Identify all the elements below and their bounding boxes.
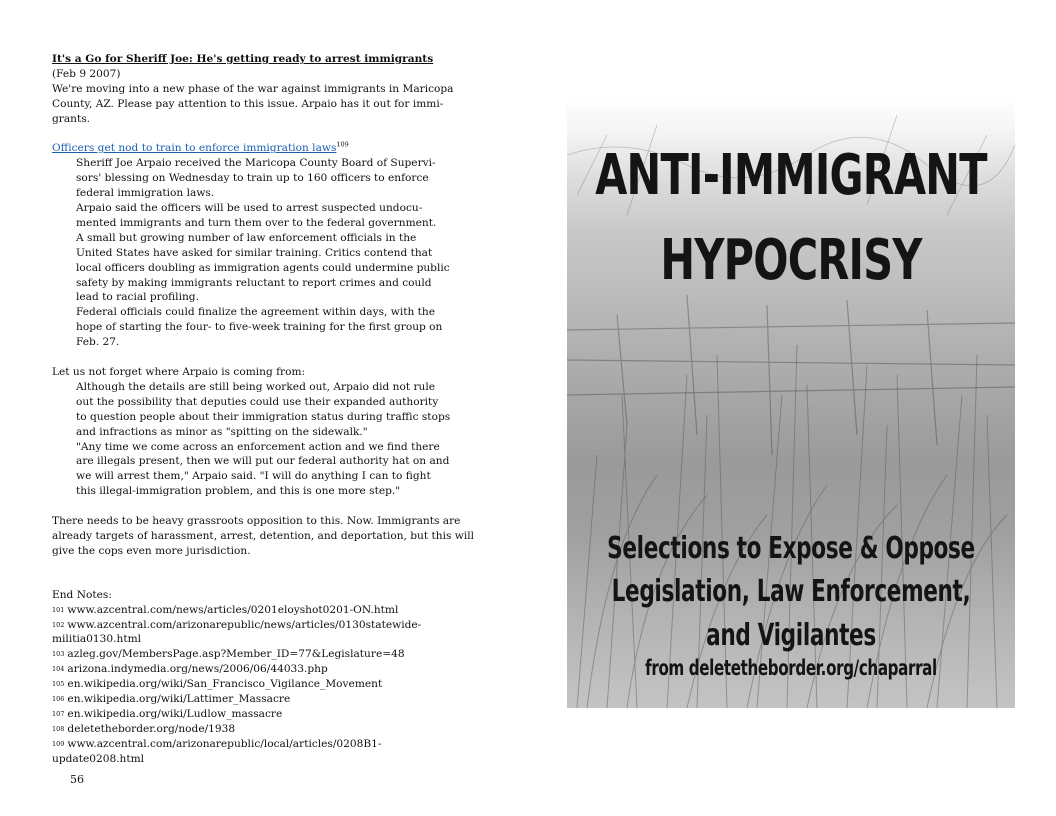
cover-title-line-2: HYPOCRISY [660, 228, 922, 293]
article-date: (Feb 9 2007) [52, 67, 121, 80]
quote-line: Although the details are still being worked out, Arpaio did not rule [76, 380, 436, 393]
quote-line: we will arrest them," Arpaio said. "I will do anything I can to fight [76, 470, 431, 483]
quote-line: Arpaio said the officers will be used to arrest suspected undocu- [76, 202, 423, 215]
quote-line: this illegal-immigration problem, and this is one more step." [76, 485, 401, 498]
closing-line: already targets of harassment, arrest, detention, and deportation, but this will [52, 529, 474, 542]
end-note-continued: update0208.html [52, 752, 145, 765]
end-note: 107 en.wikipedia.org/wiki/Ludlow_massacre [52, 708, 283, 721]
quote-block-2 [52, 380, 482, 499]
intro-line: County, AZ. Please pay attention to this issue. Arpaio has it out for immi- [52, 97, 444, 110]
page-number: 56 [70, 773, 84, 786]
cover-source: from deletetheborder.org/chaparral [645, 656, 937, 680]
cover-title-line-1: ANTI-IMMIGRANT [595, 143, 987, 208]
closing-paragraph [52, 514, 482, 559]
source-article-link[interactable]: Officers get nod to train to enforce immigration laws [52, 142, 337, 155]
left-page [52, 52, 482, 767]
quote-line: lead to racial profiling. [76, 291, 199, 304]
end-notes [52, 588, 482, 767]
end-note: 105 en.wikipedia.org/wiki/San_Francisco_Vigilance_Movement [52, 678, 383, 691]
cover-subtitle-line-1: Selections to Expose & Oppose [607, 531, 975, 566]
end-note: 101 www.azcentral.com/news/articles/0201eloyshot0201-ON.html [52, 603, 399, 616]
quote-line: out the possibility that deputies could use their expanded authority [76, 395, 439, 408]
cover-page [567, 95, 1015, 708]
quote-line: sors' blessing on Wednesday to train up to 160 officers to enforce [76, 172, 429, 185]
cover-subtitle-line-3: and Vigilantes [706, 618, 876, 653]
end-notes-heading: End Notes: [52, 588, 112, 601]
quote-line: A small but growing number of law enforcement officials in the [76, 231, 417, 244]
cover-subtitle-line-2: Legislation, Law Enforcement, [611, 574, 971, 609]
end-note: 106 en.wikipedia.org/wiki/Lattimer_Massacre [52, 693, 291, 706]
quote-line: safety by making immigrants reluctant to report crimes and could [76, 276, 432, 289]
link-footnote-ref: 109 [336, 140, 349, 149]
end-note: 109 www.azcentral.com/arizonarepublic/local/articles/0208B1- [52, 737, 382, 750]
quote-line: Sheriff Joe Arpaio received the Maricopa County Board of Supervi- [76, 157, 436, 170]
end-note: 104 arizona.indymedia.org/news/2006/06/44033.php [52, 663, 328, 676]
quote-line: Feb. 27. [76, 336, 120, 349]
quote-line: "Any time we come across an enforcement action and we find there [76, 440, 440, 453]
end-note: 103 azleg.gov/MembersPage.asp?Member_ID=77&Legislature=48 [52, 648, 405, 661]
quote-line: local officers doubling as immigration agents could undermine public [76, 261, 450, 274]
quote-line: federal immigration laws. [76, 187, 215, 200]
article-title: It's a Go for Sheriff Joe: He's getting ready to arrest immigrants [52, 53, 434, 65]
quote-line: Federal officials could finalize the agreement within days, with the [76, 306, 436, 319]
end-note: 108 deletetheborder.org/node/1938 [52, 722, 236, 735]
quote-line: hope of starting the four- to five-week training for the first group on [76, 321, 443, 334]
source-link-line [52, 141, 482, 156]
closing-line: give the cops even more jurisdiction. [52, 544, 251, 557]
closing-line: There needs to be heavy grassroots opposition to this. Now. Immigrants are [52, 515, 461, 528]
lead-in-text: Let us not forget where Arpaio is coming from: [52, 366, 306, 378]
intro-line: We're moving into a new phase of the war against immigrants in Maricopa [52, 82, 454, 95]
quote-line: United States have asked for similar training. Critics contend that [76, 246, 433, 259]
intro-paragraph [52, 82, 482, 127]
quote-line: mented immigrants and turn them over to the federal government. [76, 216, 437, 229]
quote-line: to question people about their immigration status during traffic stops [76, 410, 451, 423]
intro-line: grants. [52, 112, 91, 125]
end-note-continued: militia0130.html [52, 633, 142, 646]
quote-line: and infractions as minor as "spitting on the sidewalk." [76, 425, 368, 438]
end-note: 102 www.azcentral.com/arizonarepublic/news/articles/0130statewide- [52, 618, 422, 631]
quote-block-1 [52, 156, 482, 350]
quote-line: are illegals present, then we will put our federal authority hat on and [76, 455, 450, 468]
